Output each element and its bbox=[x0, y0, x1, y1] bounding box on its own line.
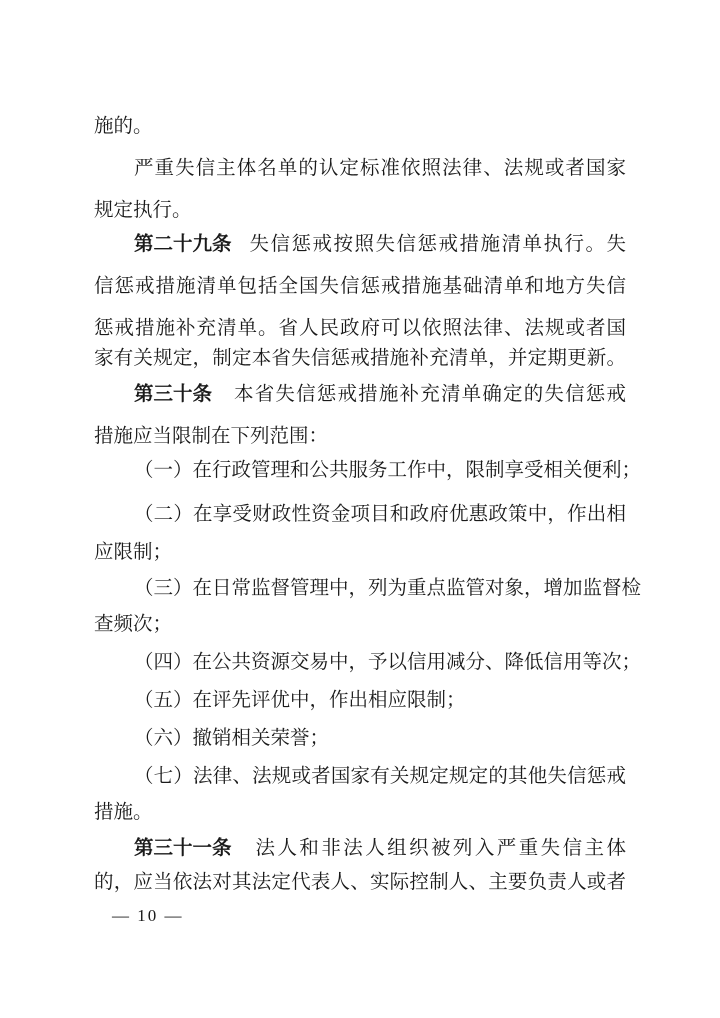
line-text: 施的。 bbox=[94, 114, 153, 137]
line-text: 措施。 bbox=[94, 800, 153, 823]
line-text: 措施应当限制在下列范围： bbox=[94, 424, 329, 447]
line-text: （七）法律、法规或者国家有关规定规定的其他失信惩戒 bbox=[134, 764, 626, 787]
article-number: 第二十九条 bbox=[134, 232, 232, 255]
line-text: （六）撤销相关荣誉； bbox=[134, 726, 330, 749]
article-number: 第三十一条 bbox=[134, 836, 232, 859]
text-line bbox=[94, 274, 626, 298]
line-text: （一）在行政管理和公共服务工作中，限制享受相关便利； bbox=[134, 458, 642, 481]
text-line bbox=[94, 612, 720, 636]
line-text: 信惩戒措施清单包括全国失信惩戒措施基础清单和地方失信 bbox=[94, 274, 626, 297]
text-line bbox=[94, 346, 626, 370]
list-item bbox=[134, 576, 642, 600]
line-text: 查频次； bbox=[94, 612, 173, 635]
list-item bbox=[134, 688, 720, 712]
page-number: — 10 — bbox=[112, 906, 184, 925]
line-text: 失信惩戒按照失信惩戒措施清单执行。失 bbox=[249, 232, 626, 255]
line-text: 法人和非法人组织被列入严重失信主体 bbox=[255, 836, 626, 859]
list-item bbox=[134, 502, 626, 526]
list-item bbox=[134, 764, 626, 788]
article-heading-line bbox=[134, 232, 626, 256]
list-item bbox=[134, 650, 642, 674]
line-text: 规定执行。 bbox=[94, 198, 192, 221]
line-text: （四）在公共资源交易中，予以信用减分、降低信用等次； bbox=[134, 650, 642, 673]
article-heading-line bbox=[134, 836, 626, 860]
text-line bbox=[134, 156, 626, 180]
line-text: （三）在日常监督管理中，列为重点监管对象，增加监督检 bbox=[134, 576, 642, 599]
text-line bbox=[94, 870, 626, 894]
line-text: 应限制； bbox=[94, 540, 173, 563]
line-text: （二）在享受财政性资金项目和政府优惠政策中，作出相 bbox=[134, 502, 626, 525]
article-number: 第三十条 bbox=[134, 382, 213, 405]
line-text: 严重失信主体名单的认定标准依照法律、法规或者国家 bbox=[134, 156, 626, 179]
line-text: 本省失信惩戒措施补充清单确定的失信惩戒 bbox=[234, 382, 626, 405]
line-text: 家有关规定，制定本省失信惩戒措施补充清单，并定期更新。 bbox=[94, 346, 626, 369]
line-text: （五）在评先评优中，作出相应限制； bbox=[134, 688, 466, 711]
text-line bbox=[94, 800, 720, 824]
line-text: 的，应当依法对其法定代表人、实际控制人、主要负责人或者 bbox=[94, 870, 626, 893]
text-line bbox=[94, 316, 626, 340]
text-line bbox=[94, 540, 720, 564]
text-line bbox=[94, 424, 720, 448]
text-line bbox=[94, 114, 720, 138]
text-line bbox=[94, 198, 720, 222]
list-item bbox=[134, 458, 642, 482]
list-item bbox=[134, 726, 720, 750]
article-heading-line bbox=[134, 382, 626, 406]
line-text: 惩戒措施补充清单。省人民政府可以依照法律、法规或者国 bbox=[94, 316, 626, 339]
